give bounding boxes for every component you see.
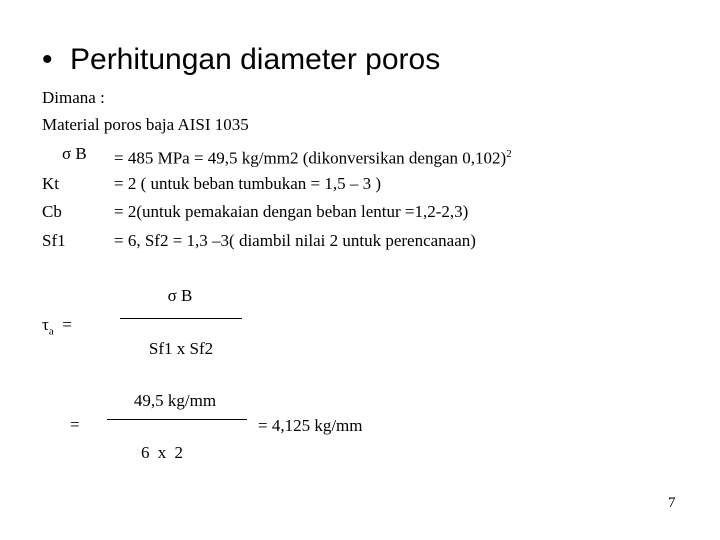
formula1-tau: τ [42, 315, 49, 334]
formula1-fraction-bar [120, 318, 242, 319]
value-cb: = 2(untuk pemakaian dengan beban lentur =1,2-2,3) [114, 202, 469, 221]
formula1-numerator: σ B [167, 286, 193, 305]
formula1-equals: = [62, 315, 72, 334]
formula1-subscript: a [48, 325, 54, 338]
dimana-label: Dimana : [42, 88, 105, 107]
slide-title [42, 40, 440, 80]
material-line: Material poros baja AISI 1035 [42, 115, 249, 134]
value-sigma-b-text: = 485 MPa = 49,5 kg/mm2 (dikonversikan dengan 0,102) [114, 148, 507, 168]
value-kt: = 2 ( untuk beban tumbukan = 1,5 – 3 ) [114, 174, 382, 193]
slide-title-text: Perhitungan diameter poros [70, 43, 441, 76]
bullet-icon: • [42, 43, 53, 76]
value-sigma-b-superscript: 2 [506, 148, 512, 160]
symbol-sigma-b: σ B [62, 144, 87, 163]
formula1-lhs [42, 313, 72, 343]
symbol-kt: Kt [42, 174, 59, 193]
symbol-cb: Cb [42, 202, 62, 221]
formula2-equals: = [70, 415, 80, 434]
formula2-denominator: 6 x 2 [141, 443, 185, 462]
value-sf1: = 6, Sf2 = 1,3 –3( diambil nilai 2 untuk perencanaan) [114, 231, 476, 250]
formula2-result: = 4,125 kg/mm [258, 416, 363, 435]
symbol-sf1: Sf1 [42, 231, 66, 250]
formula2-fraction-bar [107, 419, 247, 420]
page-number: 7 [668, 495, 676, 511]
value-sigma-b [114, 142, 512, 171]
formula1-denominator: Sf1 x Sf2 [148, 339, 214, 358]
formula2-numerator: 49,5 kg/mm [133, 391, 217, 410]
